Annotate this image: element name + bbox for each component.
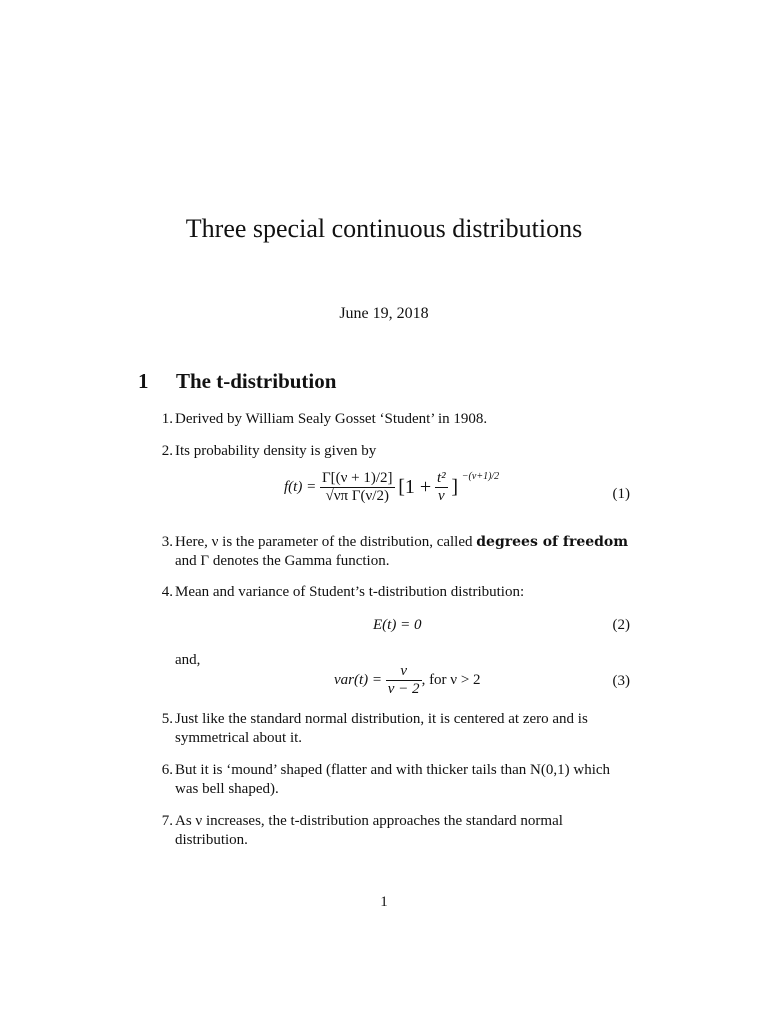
- list-item-number: 1.: [161, 411, 173, 427]
- list-item-text: Just like the standard normal distribution, it is centered at zero and is symmetrical about it.: [175, 711, 588, 746]
- eq1-bracket-open: [1 +: [398, 476, 432, 498]
- list-item-number: 6.: [161, 762, 173, 778]
- page-number: 1: [380, 894, 388, 910]
- eq1-lhs: f(t) =: [284, 478, 317, 495]
- list-item-text: But it is ‘mound’ shaped (flatter and with thicker tails than N(0,1) which was bell shaped).: [175, 762, 611, 797]
- eq3-condition: , for ν > 2: [421, 671, 481, 688]
- list-item-text-post: and Γ denotes the Gamma function.: [175, 553, 390, 569]
- section-title: The t-distribution: [176, 369, 337, 393]
- list-item-text: Derived by William Sealy Gosset ‘Student’ in 1908.: [175, 411, 488, 427]
- eq3-numerator: ν: [386, 663, 422, 681]
- list-item-text: Mean and variance of Student’s t-distribution distribution:: [175, 584, 525, 600]
- eq1-numerator: Γ[(ν + 1)/2]: [321, 470, 393, 486]
- list-item-text-pre: Here, ν is the parameter of the distribution, called: [175, 534, 477, 550]
- list-item-number: 5.: [161, 711, 173, 727]
- and-text: and,: [175, 652, 201, 668]
- eq1-exponent: −(ν+1)/2: [461, 470, 500, 482]
- eq1-fraction: [320, 470, 395, 505]
- section-number: 1: [138, 369, 149, 393]
- equation-2: E(t) = 0: [373, 617, 422, 633]
- section-heading: [138, 369, 336, 394]
- eq3-label: (3): [612, 673, 630, 689]
- term-degrees-of-freedom: degrees of freedom: [476, 534, 629, 550]
- eq3-lhs: var(t) =: [334, 671, 383, 688]
- eq1-inner-numerator: t²: [436, 470, 446, 486]
- list-item-number: 4.: [161, 584, 173, 600]
- list-item-number: 7.: [161, 813, 173, 829]
- eq1-label: (1): [612, 486, 630, 502]
- eq3-fraction: [386, 663, 422, 698]
- equation-1: [284, 470, 499, 505]
- list-item-number: 3.: [161, 534, 173, 550]
- eq1-denominator: √νπ Γ(ν/2): [325, 488, 389, 504]
- eq1-inner-fraction: [435, 470, 448, 505]
- list-item-text: As ν increases, the t-distribution approaches the standard normal distribution.: [175, 813, 563, 848]
- eq2-label: (2): [612, 617, 630, 633]
- list-item-text: Its probability density is given by: [175, 443, 377, 459]
- document-title: Three special continuous distributions: [185, 214, 583, 243]
- document-date: June 19, 2018: [339, 305, 429, 322]
- eq1-inner-denominator: ν: [437, 488, 445, 504]
- eq1-bracket-close: ]: [451, 476, 459, 498]
- list-item-text: [175, 533, 631, 571]
- equation-3: [334, 663, 481, 698]
- list-item-number: 2.: [161, 443, 173, 459]
- eq3-denominator: ν − 2: [387, 681, 420, 697]
